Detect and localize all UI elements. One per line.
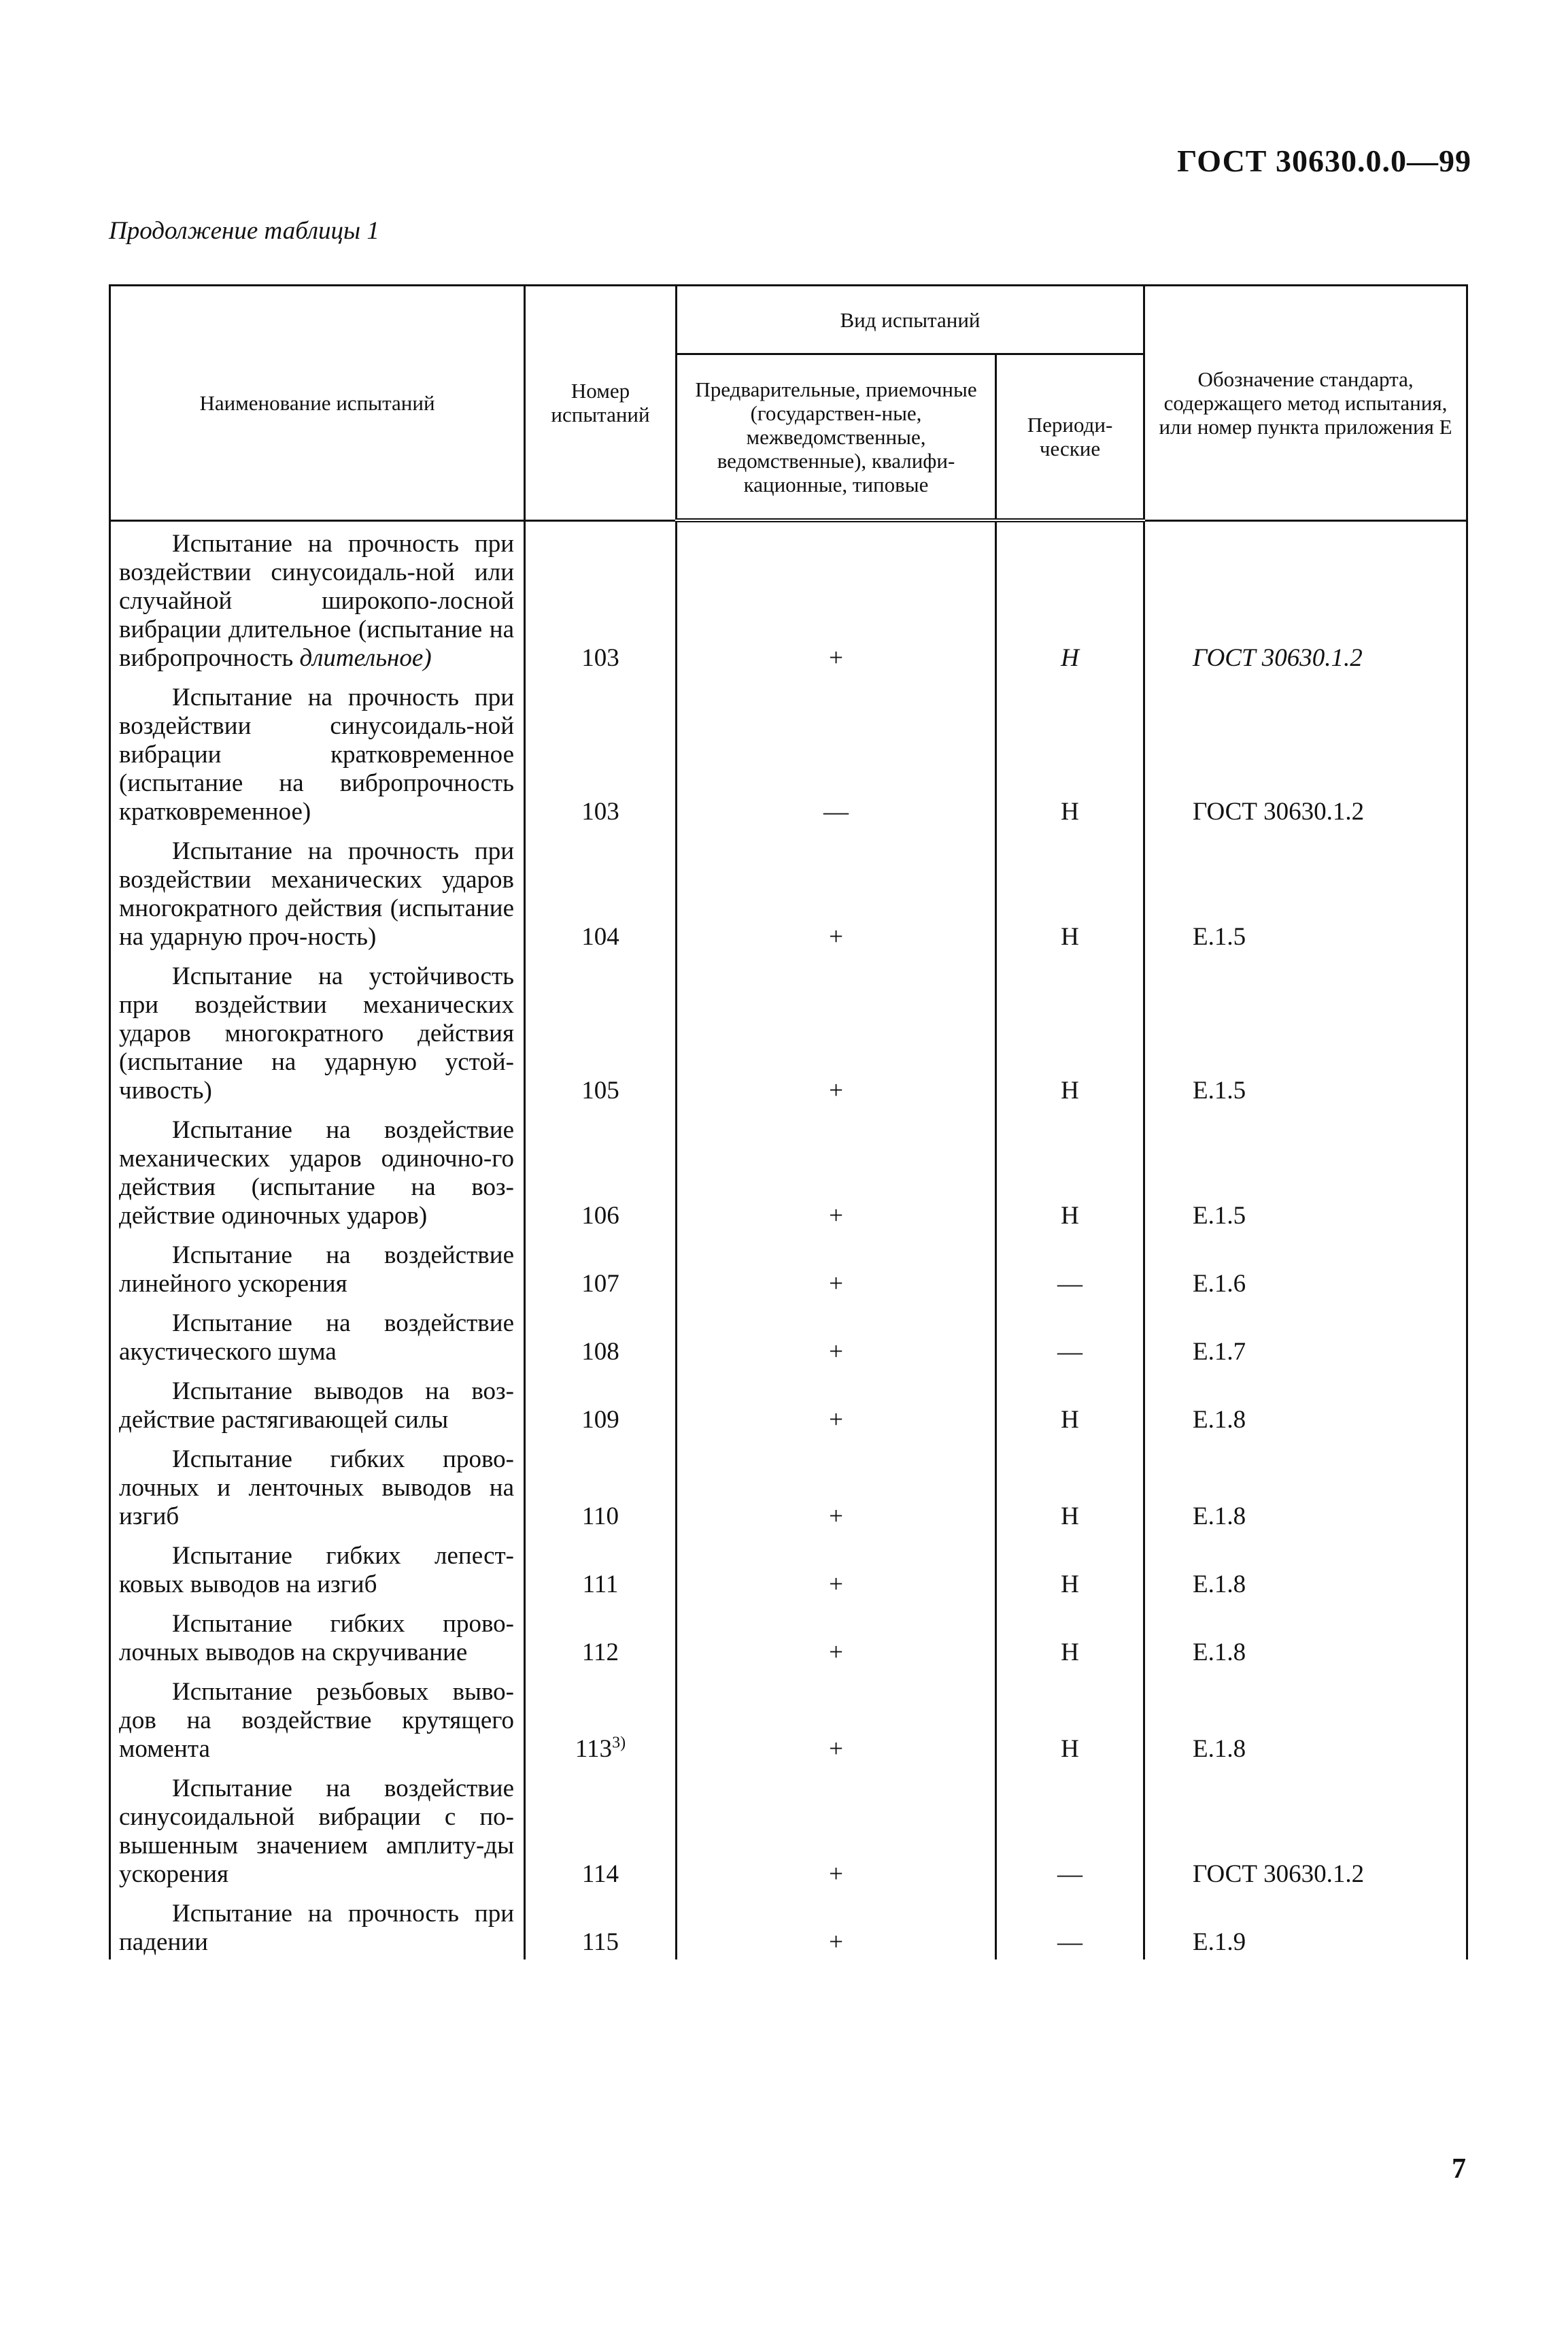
header-test-kind: Вид испытаний xyxy=(677,286,1144,354)
test-name xyxy=(119,1774,514,1889)
header-kind-preliminary: Предварительные, приемочные (государствен-ные, межведомственные, ведомственные), квалифи-кационные, типовые xyxy=(677,354,996,521)
standard-reference: Е.1.8 xyxy=(1144,1534,1467,1602)
test-number xyxy=(525,1534,677,1602)
periodic-mark: Н xyxy=(996,520,1144,675)
header-standard: Обозначение стандарта, содержащего метод испытания, или номер пункта приложения Е xyxy=(1144,286,1467,521)
test-name xyxy=(119,1377,514,1434)
test-name xyxy=(119,962,514,1105)
table-row xyxy=(110,1369,1467,1437)
test-name-text: Испытание на воздействие механических ударов одиночно-го действия (испытание на воз-действие одиночных ударов) xyxy=(119,1115,514,1230)
standard-reference: ГОСТ 30630.1.2 xyxy=(1144,675,1467,829)
test-name-cell xyxy=(110,1534,525,1602)
preliminary-mark: + xyxy=(677,1891,996,1959)
table-row xyxy=(110,675,1467,829)
table-row xyxy=(110,1602,1467,1670)
test-name-text: Испытание гибких прово-лочных выводов на скручивание xyxy=(119,1609,514,1666)
header-kind-periodic: Периоди-ческие xyxy=(996,354,1144,521)
test-number-value: 109 xyxy=(581,1405,619,1434)
test-name-text: Испытание на воздействие синусоидальной вибрации с по-вышенным значением амплиту-ды ускорения xyxy=(119,1774,514,1888)
standard-reference: Е.1.8 xyxy=(1144,1437,1467,1534)
test-number xyxy=(525,1369,677,1437)
standard-reference: ГОСТ 30630.1.2 xyxy=(1144,1766,1467,1891)
test-name-tail: длительное) xyxy=(299,643,432,672)
table-row xyxy=(110,1108,1467,1233)
document-designation: ГОСТ 30630.0.0—99 xyxy=(1177,144,1471,178)
test-number xyxy=(525,954,677,1108)
test-name-cell xyxy=(110,1670,525,1766)
table-row xyxy=(110,954,1467,1108)
test-name xyxy=(119,684,514,826)
test-name-text: Испытание на прочность при воздействии синусоидаль-ной или случайной широкопо-лосной вибрации длительное (испытание на вибропрочность xyxy=(119,529,514,672)
preliminary-mark: + xyxy=(677,1301,996,1369)
header-test-name: Наименование испытаний xyxy=(110,286,525,521)
test-number-value: 112 xyxy=(581,1638,619,1666)
standard-reference: Е.1.8 xyxy=(1144,1602,1467,1670)
periodic-mark: Н xyxy=(996,675,1144,829)
periodic-mark: — xyxy=(996,1301,1144,1369)
standard-reference: Е.1.7 xyxy=(1144,1301,1467,1369)
preliminary-mark: + xyxy=(677,1369,996,1437)
test-name-text: Испытание на прочность при падении xyxy=(119,1899,514,1956)
test-number-value: 114 xyxy=(581,1860,619,1888)
test-name-text: Испытание на прочность при воздействии механических ударов многократного действия (испытание на ударную проч-ность) xyxy=(119,837,514,951)
test-name-text: Испытание резьбовых выво-дов на воздействие крутящего момента xyxy=(119,1677,514,1763)
footnote-ref: 3) xyxy=(612,1734,626,1752)
preliminary-mark: + xyxy=(677,1602,996,1670)
test-number xyxy=(525,1891,677,1959)
preliminary-mark: + xyxy=(677,954,996,1108)
table-row xyxy=(110,1437,1467,1534)
test-number-value: 106 xyxy=(581,1201,619,1230)
test-number-value: 103 xyxy=(581,797,619,826)
test-number-value: 105 xyxy=(581,1076,619,1105)
test-name xyxy=(119,1542,514,1599)
test-number xyxy=(525,1301,677,1369)
table-header xyxy=(110,286,1467,521)
preliminary-mark: + xyxy=(677,829,996,954)
test-number xyxy=(525,1233,677,1301)
preliminary-mark: — xyxy=(677,675,996,829)
preliminary-mark: + xyxy=(677,1670,996,1766)
standard-reference: Е.1.5 xyxy=(1144,829,1467,954)
test-name-cell xyxy=(110,1369,525,1437)
test-number xyxy=(525,1108,677,1233)
table-row xyxy=(110,1233,1467,1301)
test-number xyxy=(525,1670,677,1766)
preliminary-mark: + xyxy=(677,1437,996,1534)
periodic-mark: Н xyxy=(996,1670,1144,1766)
preliminary-mark: + xyxy=(677,1534,996,1602)
test-name-cell xyxy=(110,1602,525,1670)
test-name-text: Испытание гибких лепест-ковых выводов на изгиб xyxy=(119,1541,514,1598)
test-name xyxy=(119,1678,514,1764)
test-name-text: Испытание на воздействие акустического шума xyxy=(119,1309,514,1366)
test-name xyxy=(119,1309,514,1366)
test-name-cell xyxy=(110,1301,525,1369)
table-continuation-caption: Продолжение таблицы 1 xyxy=(109,217,379,245)
test-number xyxy=(525,675,677,829)
periodic-mark: Н xyxy=(996,954,1144,1108)
preliminary-mark: + xyxy=(677,1766,996,1891)
preliminary-mark: + xyxy=(677,520,996,675)
test-name-cell xyxy=(110,1891,525,1959)
standard-reference: Е.1.8 xyxy=(1144,1670,1467,1766)
test-name-cell xyxy=(110,675,525,829)
test-name-cell xyxy=(110,829,525,954)
test-number-value: 104 xyxy=(581,922,619,951)
standard-reference: Е.1.6 xyxy=(1144,1233,1467,1301)
tests-table xyxy=(109,284,1468,1959)
test-number xyxy=(525,520,677,675)
test-number xyxy=(525,829,677,954)
periodic-mark: Н xyxy=(996,1602,1144,1670)
table-row xyxy=(110,1534,1467,1602)
test-name-text: Испытание на воздействие линейного ускорения xyxy=(119,1241,514,1298)
test-name-cell xyxy=(110,1437,525,1534)
test-number-value: 108 xyxy=(581,1337,619,1366)
table-row xyxy=(110,1766,1467,1891)
periodic-mark: — xyxy=(996,1766,1144,1891)
periodic-mark: Н xyxy=(996,1369,1144,1437)
periodic-mark: Н xyxy=(996,829,1144,954)
test-name xyxy=(119,530,514,673)
periodic-mark: Н xyxy=(996,1534,1144,1602)
test-name xyxy=(119,1241,514,1298)
test-name xyxy=(119,1116,514,1230)
test-name xyxy=(119,1900,514,1957)
preliminary-mark: + xyxy=(677,1233,996,1301)
test-number xyxy=(525,1602,677,1670)
test-number-value: 113 xyxy=(575,1734,613,1763)
test-number-value: 107 xyxy=(581,1269,619,1298)
test-name-cell xyxy=(110,1233,525,1301)
test-name-cell xyxy=(110,1108,525,1233)
test-number xyxy=(525,1766,677,1891)
test-name xyxy=(119,837,514,952)
standard-reference: Е.1.5 xyxy=(1144,1108,1467,1233)
test-number-value: 103 xyxy=(581,643,619,672)
test-name-text: Испытание на устойчивость при воздействии механических ударов многократного действия (испытание на ударную устой-чивость) xyxy=(119,962,514,1105)
standard-reference: Е.1.5 xyxy=(1144,954,1467,1108)
page-number: 7 xyxy=(1452,2153,1466,2185)
test-name-cell xyxy=(110,1766,525,1891)
test-number xyxy=(525,1437,677,1534)
test-name-text: Испытание гибких прово-лочных и ленточных выводов на изгиб xyxy=(119,1445,514,1530)
standard-reference: Е.1.8 xyxy=(1144,1369,1467,1437)
header-test-number: Номер испытаний xyxy=(525,286,677,521)
preliminary-mark: + xyxy=(677,1108,996,1233)
test-number-value: 115 xyxy=(581,1928,619,1956)
periodic-mark: — xyxy=(996,1233,1144,1301)
table-row xyxy=(110,1891,1467,1959)
test-name-cell xyxy=(110,954,525,1108)
table-row xyxy=(110,1670,1467,1766)
periodic-mark: — xyxy=(996,1891,1144,1959)
test-name-text: Испытание выводов на воз-действие растягивающей силы xyxy=(119,1377,514,1434)
table-row xyxy=(110,829,1467,954)
test-name xyxy=(119,1445,514,1531)
test-number-value: 111 xyxy=(582,1570,619,1598)
test-name-cell xyxy=(110,520,525,675)
standard-reference: Е.1.9 xyxy=(1144,1891,1467,1959)
periodic-mark: Н xyxy=(996,1437,1144,1534)
test-number-value: 110 xyxy=(581,1502,619,1530)
table-row xyxy=(110,1301,1467,1369)
standard-reference: ГОСТ 30630.1.2 xyxy=(1144,520,1467,675)
table-row xyxy=(110,520,1467,675)
table-body xyxy=(110,520,1467,1959)
test-name xyxy=(119,1610,514,1667)
periodic-mark: Н xyxy=(996,1108,1144,1233)
test-name-text: Испытание на прочность при воздействии синусоидаль-ной вибрации кратковременное (испытание на вибропрочность кратковременное) xyxy=(119,683,514,826)
